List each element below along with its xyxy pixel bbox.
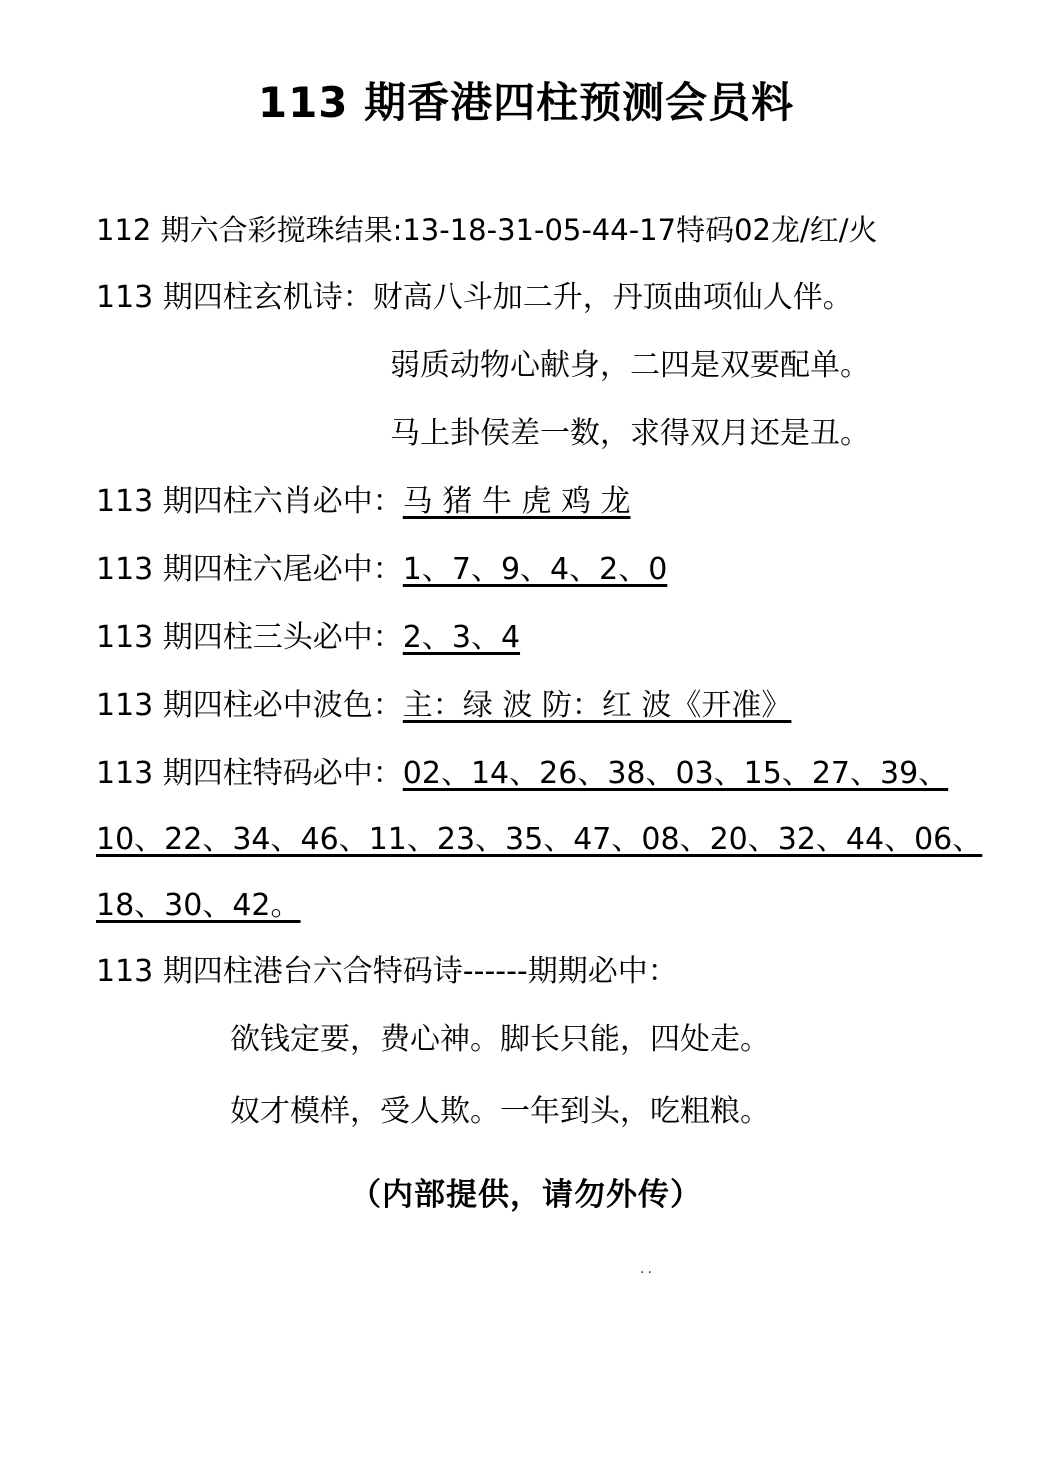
three-heads-value: 2、3、4: [402, 620, 521, 656]
stray-dots-mark: ..: [640, 1261, 655, 1277]
wave-color-value: 主：绿 波 防：红 波《开准》: [402, 688, 792, 724]
footer-notice: （内部提供，请勿外传）: [350, 1177, 702, 1214]
riddle-line-3: 马上卦侯差一数，求得双月还是丑。: [390, 416, 870, 452]
special-numbers-value-2: 10、22、34、46、11、23、35、47、08、20、32、44、06、: [96, 822, 983, 858]
riddle-label-line: [60, 280, 992, 316]
special-numbers-value-1: 02、14、26、38、03、15、27、39、: [402, 756, 949, 792]
special-numbers-row-3: [96, 888, 992, 924]
six-tails-value: 1、7、9、4、2、0: [402, 552, 668, 588]
six-zodiac-value: 马 猪 牛 虎 鸡 龙: [402, 484, 631, 520]
previous-draw-result-line: [60, 213, 992, 248]
previous-draw-label: 112 期六合彩搅珠结果:: [96, 213, 403, 248]
special-poem-line-1: 欲钱定要，费心神。脚长只能，四处走。: [230, 1022, 770, 1058]
three-heads-label: 113 期四柱三头必中：: [96, 620, 403, 656]
six-zodiac-line: [60, 484, 992, 520]
page-title: 113 期香港四柱预测会员料: [257, 78, 795, 127]
riddle-line-3-row: [60, 416, 992, 452]
special-poem-line-2-row: [60, 1094, 992, 1130]
special-numbers-label: 113 期四柱特码必中：: [96, 756, 403, 792]
six-tails-label: 113 期四柱六尾必中：: [96, 552, 403, 588]
riddle-line-2: 弱质动物心献身，二四是双要配单。: [390, 348, 870, 384]
document-body: [60, 213, 992, 1214]
three-heads-line: [60, 620, 992, 656]
six-tails-line: [60, 552, 992, 588]
special-poem-line-1-row: [60, 1022, 992, 1058]
six-zodiac-label: 113 期四柱六肖必中：: [96, 484, 403, 520]
special-numbers-block: [60, 756, 992, 924]
special-numbers-row-2: [96, 822, 992, 858]
riddle-line-1: 财高八斗加二升，丹顶曲项仙人伴。: [372, 280, 853, 316]
riddle-line-2-row: [60, 348, 992, 384]
wave-color-label: 113 期四柱必中波色：: [96, 688, 403, 724]
previous-draw-value: 13-18-31-05-44-17特码02龙/红/火: [402, 213, 878, 248]
special-poem-label-line: [60, 954, 992, 990]
document-page: [0, 78, 1052, 1466]
special-poem-line-2: 奴才模样，受人欺。一年到头，吃粗粮。: [230, 1094, 770, 1130]
special-poem-label: 113 期四柱港台六合特码诗------期期必中：: [96, 954, 678, 990]
special-numbers-row-1: [96, 756, 992, 792]
wave-color-line: [60, 688, 992, 724]
riddle-label: 113 期四柱玄机诗：: [96, 280, 373, 316]
special-numbers-value-3: 18、30、42。: [96, 888, 301, 924]
